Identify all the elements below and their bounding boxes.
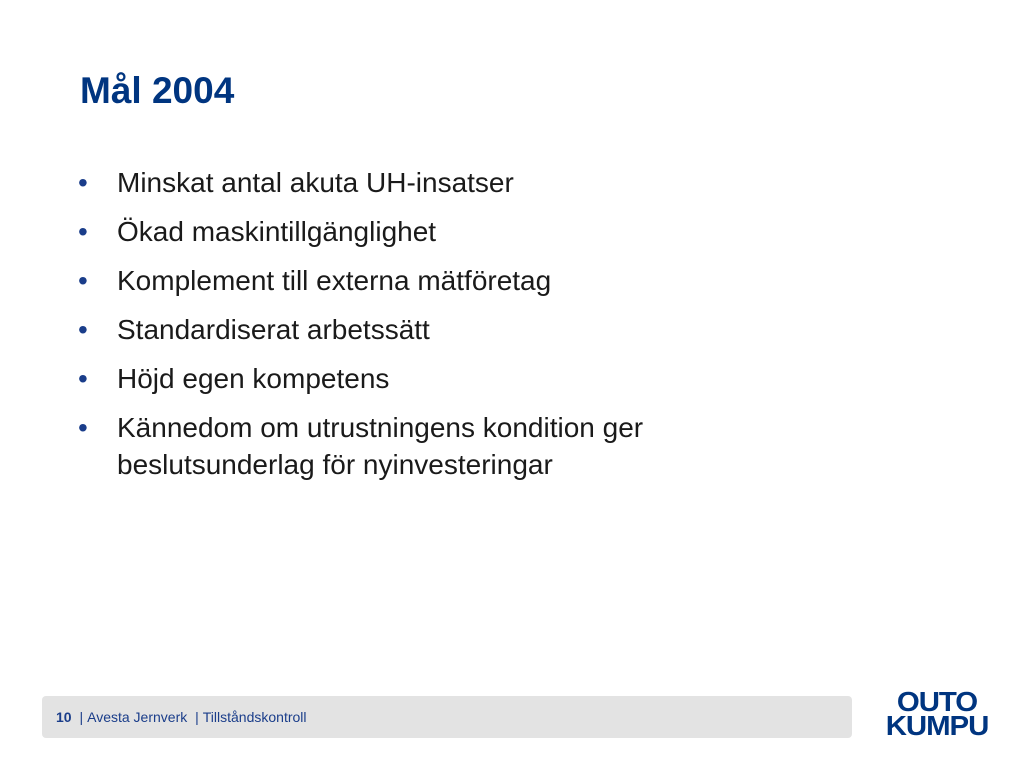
- bullet-dot-icon: •: [78, 412, 88, 443]
- bullet-dot-icon: •: [78, 314, 88, 345]
- bullet-text: Kännedom om utrustningens kondition ger beslutsunderlag för nyinvesteringar: [117, 412, 644, 480]
- footer-text: [56, 708, 307, 726]
- bullet-dot-icon: •: [78, 167, 88, 198]
- bullet-list: [78, 164, 798, 495]
- logo-line-2: KUMPU: [885, 710, 989, 741]
- page-number: 10: [56, 709, 72, 725]
- bullet-item: [78, 311, 798, 348]
- bullet-text: Ökad maskintillgänglighet: [117, 216, 437, 247]
- bullet-item: [78, 360, 798, 397]
- bullet-item: [78, 164, 798, 201]
- footer-company: Avesta Jernverk: [87, 709, 188, 725]
- bullet-text: Minskat antal akuta UH-insatser: [117, 167, 514, 198]
- bullet-item: [78, 262, 798, 299]
- footer-separator: |: [79, 709, 84, 725]
- slide-title: Mål 2004: [80, 70, 235, 111]
- bullet-text: Standardiserat arbetssätt: [117, 314, 430, 345]
- bullet-text: Komplement till externa mätföretag: [117, 265, 552, 296]
- outokumpu-logo: [882, 686, 992, 744]
- bullet-dot-icon: •: [78, 265, 88, 296]
- logo-line-1: OUTO: [896, 686, 978, 717]
- bullet-text: Höjd egen kompetens: [117, 363, 390, 394]
- bullet-item: [78, 213, 798, 250]
- bullet-dot-icon: •: [78, 363, 88, 394]
- footer-section: Tillståndskontroll: [202, 709, 307, 725]
- bullet-item: [78, 409, 798, 483]
- bullet-dot-icon: •: [78, 216, 88, 247]
- footer-separator: |: [195, 709, 199, 725]
- footer-bar: [42, 696, 852, 738]
